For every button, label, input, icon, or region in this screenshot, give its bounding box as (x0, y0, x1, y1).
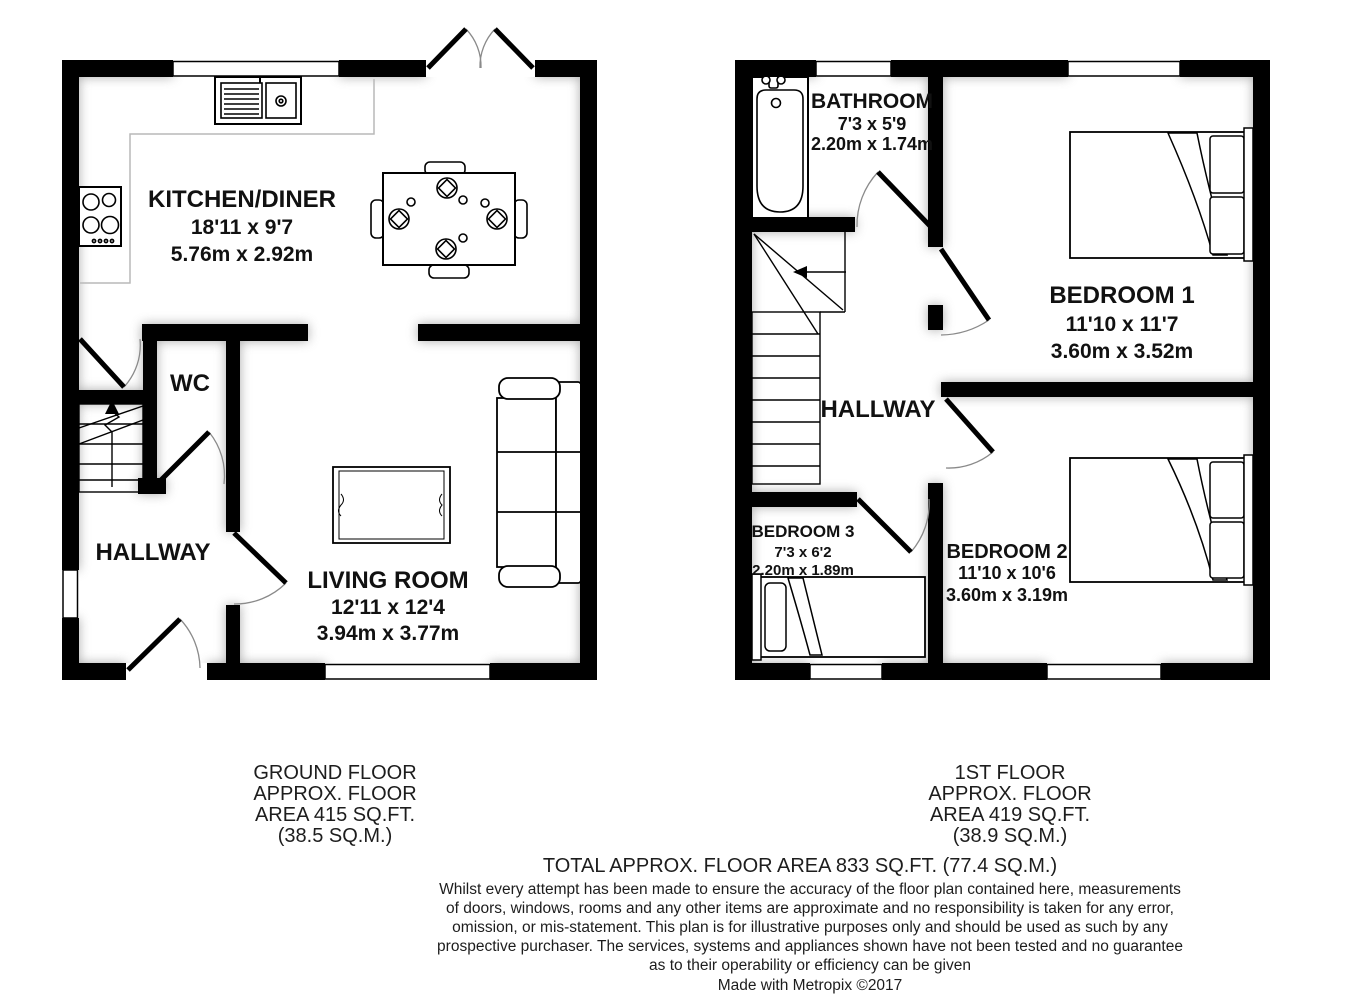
credit-line: Made with Metropix ©2017 (717, 977, 903, 994)
first-caption-line: AREA 419 SQ.FT. (929, 804, 1091, 826)
single-bed-icon (752, 574, 925, 660)
double-bed-icon (1070, 128, 1253, 261)
room-label-bedroom2: BEDROOM 2 (946, 541, 1068, 563)
window (1068, 62, 1180, 77)
room-dim-bedroom3-imperial: 7'3 x 6'2 (774, 544, 832, 561)
dining-table-icon (371, 162, 527, 278)
room-label-kitchen: KITCHEN/DINER (147, 186, 337, 213)
window (810, 665, 882, 680)
total-area-line: TOTAL APPROX. FLOOR AREA 833 SQ.FT. (77.4 SQ.M.) (542, 855, 1058, 877)
room-label-living: LIVING ROOM (307, 567, 469, 594)
sofa-icon (497, 378, 581, 587)
room-dim-bedroom2-metric: 3.60m x 3.19m (945, 585, 1069, 605)
disclaimer-line: omission, or mis-statement. This plan is for illustrative purposes only and should be used as such by any (452, 919, 1168, 936)
ground-caption-line: APPROX. FLOOR (253, 783, 417, 805)
disclaimer-line: as to their operability or efficiency can be given (649, 957, 971, 974)
ground-caption-line: GROUND FLOOR (253, 762, 417, 784)
window (173, 62, 339, 77)
room-dim-bathroom-imperial: 7'3 x 5'9 (837, 114, 907, 134)
bathtub-icon (752, 72, 808, 218)
ground-caption-line: (38.5 SQ.M.) (277, 825, 393, 847)
room-label-hallway-first: HALLWAY (820, 396, 936, 423)
disclaimer-line: of doors, windows, rooms and any other items are approximate and no responsibility is taken for any error, (445, 900, 1175, 917)
room-dim-bedroom1-metric: 3.60m x 3.52m (1050, 340, 1194, 363)
hob-icon (79, 187, 121, 246)
room-dim-bedroom1-imperial: 11'10 x 11'7 (1065, 313, 1179, 336)
room-dim-bedroom2-imperial: 11'10 x 10'6 (958, 563, 1056, 583)
window (816, 62, 891, 77)
window (63, 570, 78, 618)
kitchen-sink-icon (215, 71, 301, 125)
disclaimer-line: prospective purchaser. The services, systems and appliances shown have not been tested and no guarantee (437, 938, 1183, 955)
first-caption-line: APPROX. FLOOR (928, 783, 1092, 805)
ground-caption-line: AREA 415 SQ.FT. (254, 804, 416, 826)
room-label-hallway-ground: HALLWAY (95, 539, 211, 566)
window (325, 665, 490, 680)
first-caption-line: 1ST FLOOR (954, 762, 1066, 784)
room-dim-bedroom3-metric: 2.20m x 1.89m (752, 562, 854, 579)
first-caption-line: (38.9 SQ.M.) (952, 825, 1068, 847)
room-dim-living-imperial: 12'11 x 12'4 (331, 596, 445, 619)
room-label-bedroom1: BEDROOM 1 (1049, 282, 1195, 309)
room-label-bedroom3: BEDROOM 3 (751, 522, 855, 541)
room-dim-kitchen-imperial: 18'11 x 9'7 (190, 216, 294, 239)
room-dim-bathroom-metric: 2.20m x 1.74m (810, 134, 934, 154)
window (1047, 665, 1161, 680)
disclaimer-line: Whilst every attempt has been made to ensure the accuracy of the floor plan contained here, measurements (439, 881, 1181, 898)
room-label-wc: WC (170, 370, 210, 397)
room-label-bathroom: BATHROOM (810, 90, 934, 113)
double-bed-icon (1070, 455, 1253, 585)
room-dim-kitchen-metric: 5.76m x 2.92m (170, 243, 314, 266)
room-dim-living-metric: 3.94m x 3.77m (316, 622, 460, 645)
